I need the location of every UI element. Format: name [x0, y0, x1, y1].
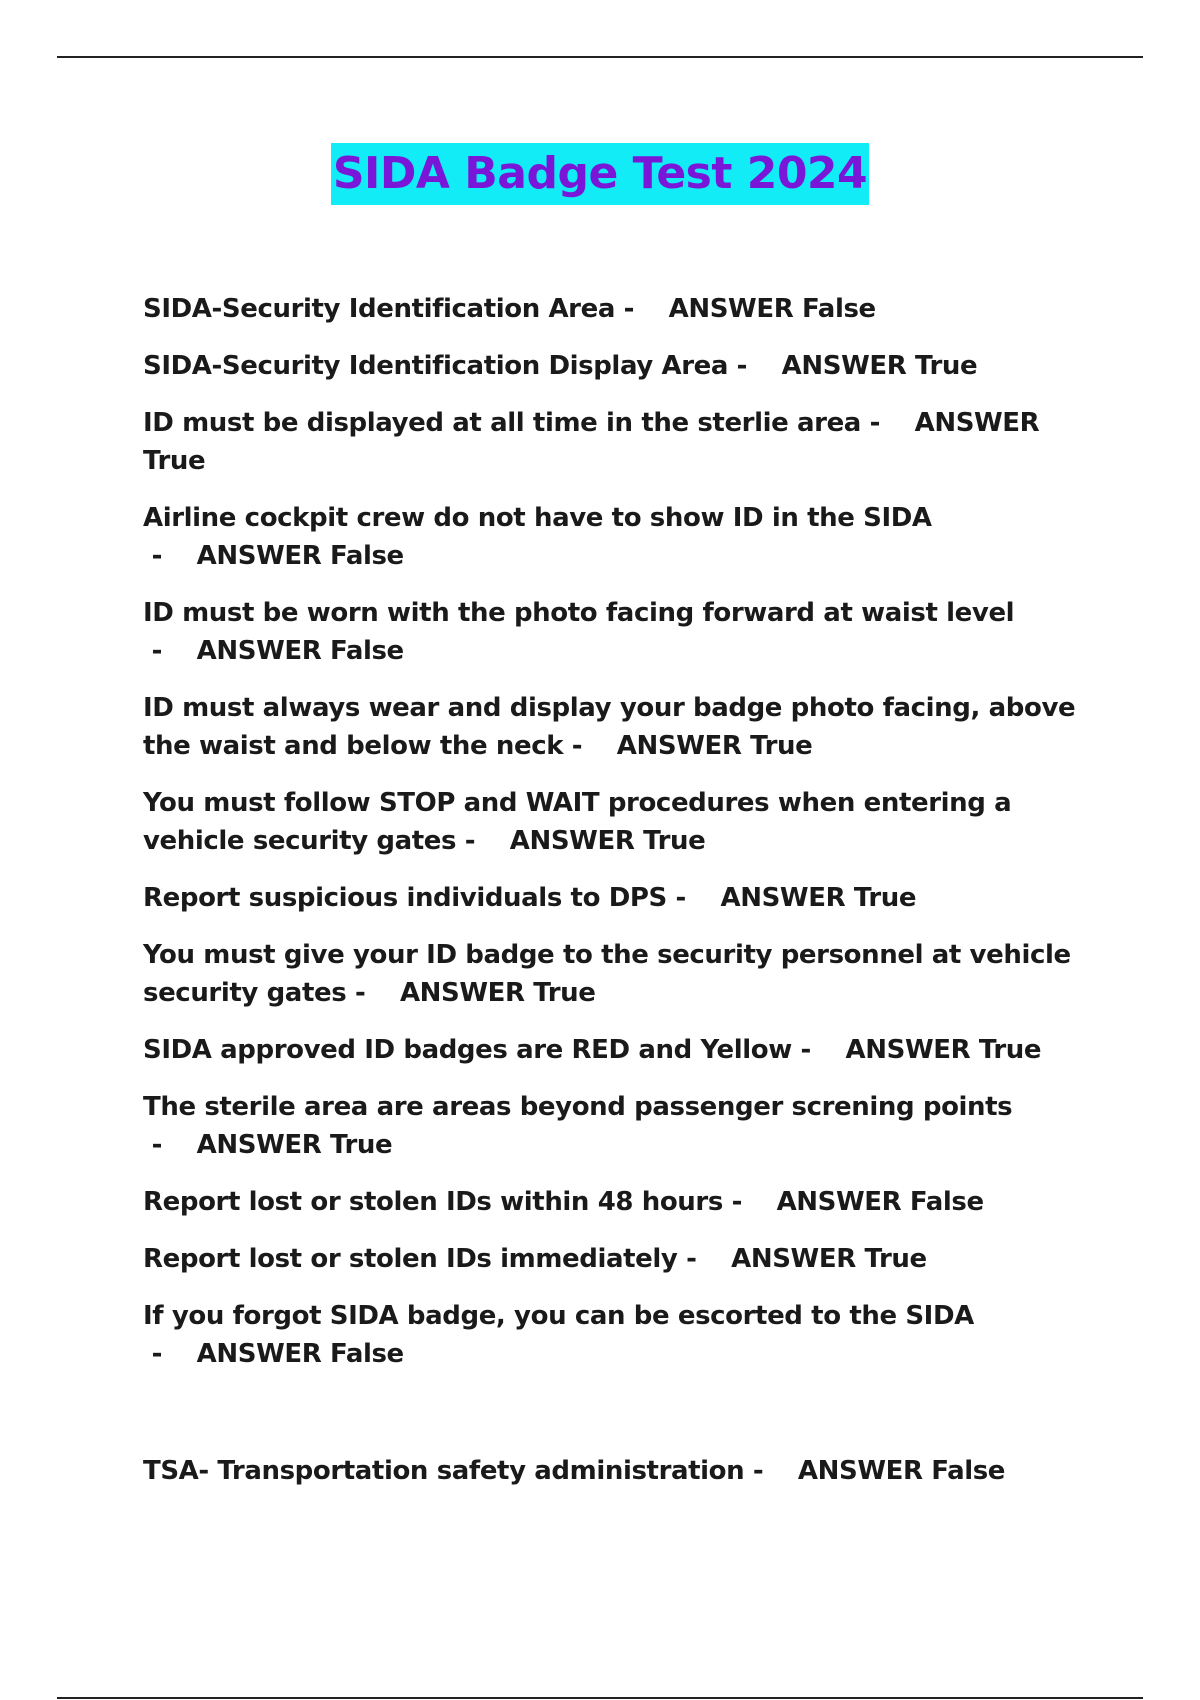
separator: -: [666, 883, 721, 913]
separator: -: [791, 1035, 846, 1065]
question-text: SIDA-Security Identification Area: [143, 294, 615, 324]
answer-text: ANSWER True: [781, 351, 978, 381]
qa-item-4: [143, 499, 1093, 575]
qa-item-1: [143, 290, 1093, 328]
qa-item-10: [143, 1031, 1093, 1069]
qa-item-2: [143, 347, 1093, 385]
answer-text: ANSWER False: [776, 1187, 984, 1217]
separator: -: [614, 294, 669, 324]
question-text: ID must always wear and display your badge photo facing, above the waist and below the neck: [143, 693, 1076, 761]
question-text: If you forgot SIDA badge, you can be escorted to the SIDA: [143, 1301, 974, 1331]
question-answer-list: [143, 290, 1093, 1509]
qa-item-3: [143, 404, 1093, 480]
question-text: You must give your ID badge to the security personnel at vehicle security gates: [143, 940, 1071, 1008]
separator: -: [143, 1130, 197, 1160]
question-text: ID must be displayed at all time in the sterlie area: [143, 408, 861, 438]
qa-item-12: [143, 1183, 1093, 1221]
separator: -: [143, 541, 197, 571]
answer-text: ANSWER True: [616, 731, 813, 761]
answer-text: ANSWER True: [399, 978, 596, 1008]
answer-text: ANSWER True: [845, 1035, 1042, 1065]
qa-item-5: [143, 594, 1093, 670]
separator: -: [744, 1456, 798, 1486]
qa-item-9: [143, 936, 1093, 1012]
separator: -: [346, 978, 400, 1008]
separator: -: [728, 351, 782, 381]
qa-item-11: [143, 1088, 1093, 1164]
question-text: Report lost or stolen IDs immediately: [143, 1244, 678, 1274]
title-container: [0, 143, 1200, 205]
question-text: SIDA-Security Identification Display Area: [143, 351, 729, 381]
question-text: SIDA approved ID badges are RED and Yellow: [143, 1035, 792, 1065]
bottom-divider: [57, 1697, 1143, 1699]
question-text: You must follow STOP and WAIT procedures when entering a vehicle security gates: [143, 788, 1012, 856]
separator: -: [456, 826, 510, 856]
answer-text: ANSWER True: [720, 883, 917, 913]
question-text: The sterile area are areas beyond passenger screning points: [143, 1092, 1013, 1122]
answer-text: ANSWER True: [143, 408, 1040, 476]
answer-text: ANSWER False: [196, 636, 404, 666]
question-text: ID must be worn with the photo facing forward at waist level: [143, 598, 1015, 628]
question-text: Airline cockpit crew do not have to show ID in the SIDA: [143, 503, 932, 533]
qa-item-13: [143, 1240, 1093, 1278]
top-divider: [57, 56, 1143, 58]
question-text: Report suspicious individuals to DPS: [143, 883, 667, 913]
separator: -: [722, 1187, 777, 1217]
answer-text: ANSWER False: [196, 541, 404, 571]
qa-item-14: [143, 1297, 1093, 1373]
separator: -: [143, 1339, 197, 1369]
separator: -: [143, 636, 197, 666]
qa-item-15: [143, 1452, 1093, 1490]
answer-text: ANSWER False: [797, 1456, 1006, 1486]
separator: -: [563, 731, 617, 761]
qa-item-7: [143, 784, 1093, 860]
answer-text: ANSWER True: [509, 826, 706, 856]
answer-text: ANSWER True: [196, 1130, 393, 1160]
question-text: TSA- Transportation safety administration: [143, 1456, 745, 1486]
answer-text: ANSWER True: [731, 1244, 927, 1274]
qa-item-8: [143, 879, 1093, 917]
document-title: SIDA Badge Test 2024: [331, 143, 869, 205]
answer-text: ANSWER False: [668, 294, 876, 324]
separator: -: [860, 408, 915, 438]
qa-item-6: [143, 689, 1093, 765]
answer-text: ANSWER False: [196, 1339, 404, 1369]
question-text: Report lost or stolen IDs within 48 hours: [143, 1187, 723, 1217]
separator: -: [677, 1244, 732, 1274]
